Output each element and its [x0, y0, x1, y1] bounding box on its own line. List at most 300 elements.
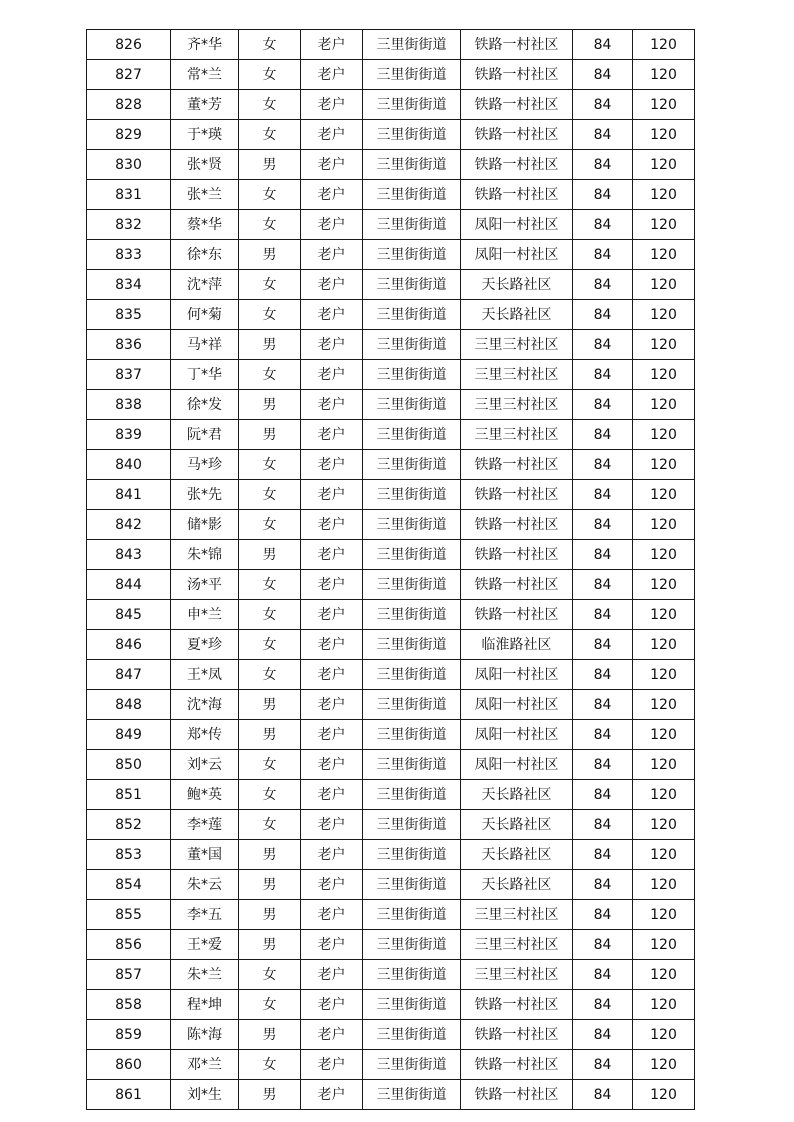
cell-serial-number: 858 — [87, 990, 171, 1020]
cell-name: 王*爱 — [171, 930, 239, 960]
cell-name: 程*坤 — [171, 990, 239, 1020]
cell-community: 铁路一村社区 — [461, 540, 573, 570]
cell-amount: 120 — [633, 660, 695, 690]
cell-name: 李*莲 — [171, 810, 239, 840]
cell-name: 沈*海 — [171, 690, 239, 720]
cell-serial-number: 860 — [87, 1050, 171, 1080]
cell-street: 三里街街道 — [363, 360, 461, 390]
cell-name: 刘*生 — [171, 1080, 239, 1110]
cell-amount: 120 — [633, 1020, 695, 1050]
cell-street: 三里街街道 — [363, 450, 461, 480]
table-row — [87, 570, 695, 600]
cell-household-type: 老户 — [301, 840, 363, 870]
cell-age: 84 — [573, 960, 633, 990]
cell-street: 三里街街道 — [363, 390, 461, 420]
cell-age: 84 — [573, 810, 633, 840]
cell-household-type: 老户 — [301, 390, 363, 420]
cell-street: 三里街街道 — [363, 810, 461, 840]
cell-household-type: 老户 — [301, 720, 363, 750]
cell-serial-number: 861 — [87, 1080, 171, 1110]
table-row — [87, 360, 695, 390]
cell-name: 鲍*英 — [171, 780, 239, 810]
cell-age: 84 — [573, 390, 633, 420]
cell-name: 汤*平 — [171, 570, 239, 600]
table-row — [87, 120, 695, 150]
cell-serial-number: 856 — [87, 930, 171, 960]
cell-name: 李*五 — [171, 900, 239, 930]
cell-serial-number: 843 — [87, 540, 171, 570]
cell-amount: 120 — [633, 900, 695, 930]
cell-serial-number: 833 — [87, 240, 171, 270]
cell-serial-number: 845 — [87, 600, 171, 630]
cell-age: 84 — [573, 1020, 633, 1050]
cell-name: 储*影 — [171, 510, 239, 540]
cell-amount: 120 — [633, 270, 695, 300]
cell-amount: 120 — [633, 150, 695, 180]
cell-household-type: 老户 — [301, 900, 363, 930]
cell-age: 84 — [573, 690, 633, 720]
cell-community: 铁路一村社区 — [461, 1050, 573, 1080]
cell-serial-number: 854 — [87, 870, 171, 900]
cell-name: 夏*珍 — [171, 630, 239, 660]
cell-household-type: 老户 — [301, 30, 363, 60]
cell-gender: 男 — [239, 150, 301, 180]
cell-household-type: 老户 — [301, 780, 363, 810]
cell-amount: 120 — [633, 960, 695, 990]
cell-serial-number: 852 — [87, 810, 171, 840]
cell-street: 三里街街道 — [363, 630, 461, 660]
cell-amount: 120 — [633, 540, 695, 570]
cell-serial-number: 827 — [87, 60, 171, 90]
cell-household-type: 老户 — [301, 1080, 363, 1110]
cell-age: 84 — [573, 600, 633, 630]
cell-serial-number: 839 — [87, 420, 171, 450]
cell-name: 张*兰 — [171, 180, 239, 210]
cell-household-type: 老户 — [301, 120, 363, 150]
cell-amount: 120 — [633, 90, 695, 120]
cell-household-type: 老户 — [301, 420, 363, 450]
cell-street: 三里街街道 — [363, 570, 461, 600]
cell-name: 董*国 — [171, 840, 239, 870]
cell-serial-number: 859 — [87, 1020, 171, 1050]
table-row — [87, 240, 695, 270]
table-row — [87, 990, 695, 1020]
cell-community: 铁路一村社区 — [461, 60, 573, 90]
cell-gender: 女 — [239, 510, 301, 540]
cell-household-type: 老户 — [301, 630, 363, 660]
cell-amount: 120 — [633, 210, 695, 240]
cell-age: 84 — [573, 780, 633, 810]
cell-age: 84 — [573, 60, 633, 90]
cell-serial-number: 832 — [87, 210, 171, 240]
cell-amount: 120 — [633, 810, 695, 840]
cell-street: 三里街街道 — [363, 300, 461, 330]
cell-amount: 120 — [633, 690, 695, 720]
cell-gender: 男 — [239, 540, 301, 570]
cell-name: 郑*传 — [171, 720, 239, 750]
cell-amount: 120 — [633, 870, 695, 900]
table-row — [87, 510, 695, 540]
cell-amount: 120 — [633, 750, 695, 780]
cell-community: 铁路一村社区 — [461, 30, 573, 60]
cell-serial-number: 855 — [87, 900, 171, 930]
table-row — [87, 630, 695, 660]
cell-name: 朱*锦 — [171, 540, 239, 570]
cell-street: 三里街街道 — [363, 270, 461, 300]
cell-age: 84 — [573, 630, 633, 660]
cell-household-type: 老户 — [301, 360, 363, 390]
cell-amount: 120 — [633, 390, 695, 420]
cell-age: 84 — [573, 90, 633, 120]
cell-household-type: 老户 — [301, 600, 363, 630]
cell-street: 三里街街道 — [363, 150, 461, 180]
cell-name: 张*先 — [171, 480, 239, 510]
cell-gender: 男 — [239, 840, 301, 870]
cell-gender: 男 — [239, 870, 301, 900]
cell-household-type: 老户 — [301, 1050, 363, 1080]
cell-community: 凤阳一村社区 — [461, 690, 573, 720]
cell-gender: 男 — [239, 1020, 301, 1050]
cell-household-type: 老户 — [301, 330, 363, 360]
cell-age: 84 — [573, 240, 633, 270]
cell-serial-number: 837 — [87, 360, 171, 390]
cell-community: 铁路一村社区 — [461, 990, 573, 1020]
cell-street: 三里街街道 — [363, 30, 461, 60]
cell-gender: 女 — [239, 450, 301, 480]
table-row — [87, 900, 695, 930]
cell-community: 临淮路社区 — [461, 630, 573, 660]
table-row — [87, 60, 695, 90]
table-row — [87, 90, 695, 120]
cell-community: 铁路一村社区 — [461, 450, 573, 480]
cell-community: 铁路一村社区 — [461, 120, 573, 150]
cell-amount: 120 — [633, 300, 695, 330]
cell-gender: 女 — [239, 480, 301, 510]
cell-street: 三里街街道 — [363, 1020, 461, 1050]
cell-gender: 女 — [239, 570, 301, 600]
table-row — [87, 300, 695, 330]
cell-household-type: 老户 — [301, 270, 363, 300]
cell-amount: 120 — [633, 570, 695, 600]
cell-community: 铁路一村社区 — [461, 570, 573, 600]
cell-name: 徐*东 — [171, 240, 239, 270]
cell-household-type: 老户 — [301, 990, 363, 1020]
cell-serial-number: 840 — [87, 450, 171, 480]
cell-household-type: 老户 — [301, 960, 363, 990]
cell-amount: 120 — [633, 120, 695, 150]
cell-gender: 女 — [239, 30, 301, 60]
cell-household-type: 老户 — [301, 1020, 363, 1050]
cell-age: 84 — [573, 150, 633, 180]
cell-amount: 120 — [633, 840, 695, 870]
cell-street: 三里街街道 — [363, 180, 461, 210]
cell-household-type: 老户 — [301, 480, 363, 510]
cell-household-type: 老户 — [301, 240, 363, 270]
cell-community: 铁路一村社区 — [461, 180, 573, 210]
cell-street: 三里街街道 — [363, 990, 461, 1020]
table-row — [87, 780, 695, 810]
cell-serial-number: 834 — [87, 270, 171, 300]
cell-household-type: 老户 — [301, 660, 363, 690]
cell-street: 三里街街道 — [363, 210, 461, 240]
cell-name: 蔡*华 — [171, 210, 239, 240]
cell-age: 84 — [573, 870, 633, 900]
cell-gender: 女 — [239, 600, 301, 630]
cell-serial-number: 829 — [87, 120, 171, 150]
cell-community: 凤阳一村社区 — [461, 660, 573, 690]
cell-name: 陈*海 — [171, 1020, 239, 1050]
cell-age: 84 — [573, 1050, 633, 1080]
cell-name: 何*菊 — [171, 300, 239, 330]
table-row — [87, 1020, 695, 1050]
cell-gender: 女 — [239, 630, 301, 660]
cell-gender: 女 — [239, 1050, 301, 1080]
cell-name: 徐*发 — [171, 390, 239, 420]
cell-serial-number: 835 — [87, 300, 171, 330]
cell-street: 三里街街道 — [363, 60, 461, 90]
cell-household-type: 老户 — [301, 750, 363, 780]
cell-age: 84 — [573, 330, 633, 360]
cell-street: 三里街街道 — [363, 330, 461, 360]
cell-serial-number: 841 — [87, 480, 171, 510]
cell-street: 三里街街道 — [363, 870, 461, 900]
cell-age: 84 — [573, 120, 633, 150]
cell-name: 马*珍 — [171, 450, 239, 480]
roster-table — [86, 29, 695, 1110]
cell-age: 84 — [573, 360, 633, 390]
cell-name: 马*祥 — [171, 330, 239, 360]
cell-household-type: 老户 — [301, 210, 363, 240]
cell-household-type: 老户 — [301, 690, 363, 720]
table-row — [87, 270, 695, 300]
cell-street: 三里街街道 — [363, 660, 461, 690]
cell-name: 董*芳 — [171, 90, 239, 120]
table-row — [87, 930, 695, 960]
cell-age: 84 — [573, 270, 633, 300]
cell-community: 天长路社区 — [461, 300, 573, 330]
cell-community: 凤阳一村社区 — [461, 750, 573, 780]
cell-amount: 120 — [633, 450, 695, 480]
cell-amount: 120 — [633, 60, 695, 90]
table-row — [87, 690, 695, 720]
cell-community: 天长路社区 — [461, 810, 573, 840]
cell-age: 84 — [573, 30, 633, 60]
cell-household-type: 老户 — [301, 180, 363, 210]
cell-age: 84 — [573, 480, 633, 510]
cell-gender: 女 — [239, 960, 301, 990]
cell-street: 三里街街道 — [363, 720, 461, 750]
table-row — [87, 660, 695, 690]
cell-age: 84 — [573, 660, 633, 690]
table-row — [87, 540, 695, 570]
cell-community: 铁路一村社区 — [461, 480, 573, 510]
cell-gender: 女 — [239, 810, 301, 840]
cell-community: 三里三村社区 — [461, 390, 573, 420]
cell-community: 三里三村社区 — [461, 330, 573, 360]
cell-name: 齐*华 — [171, 30, 239, 60]
table-row — [87, 720, 695, 750]
cell-name: 常*兰 — [171, 60, 239, 90]
table-row — [87, 1050, 695, 1080]
cell-household-type: 老户 — [301, 150, 363, 180]
cell-gender: 女 — [239, 300, 301, 330]
cell-amount: 120 — [633, 360, 695, 390]
table-row — [87, 480, 695, 510]
cell-name: 朱*兰 — [171, 960, 239, 990]
cell-name: 刘*云 — [171, 750, 239, 780]
cell-street: 三里街街道 — [363, 960, 461, 990]
cell-gender: 女 — [239, 780, 301, 810]
cell-street: 三里街街道 — [363, 510, 461, 540]
cell-name: 阮*君 — [171, 420, 239, 450]
cell-serial-number: 850 — [87, 750, 171, 780]
table-row — [87, 390, 695, 420]
roster-table-body — [87, 30, 695, 1110]
cell-age: 84 — [573, 210, 633, 240]
cell-amount: 120 — [633, 420, 695, 450]
cell-gender: 女 — [239, 210, 301, 240]
cell-serial-number: 849 — [87, 720, 171, 750]
cell-serial-number: 842 — [87, 510, 171, 540]
cell-community: 三里三村社区 — [461, 960, 573, 990]
cell-name: 王*凤 — [171, 660, 239, 690]
cell-amount: 120 — [633, 480, 695, 510]
cell-serial-number: 853 — [87, 840, 171, 870]
cell-street: 三里街街道 — [363, 120, 461, 150]
cell-street: 三里街街道 — [363, 1050, 461, 1080]
cell-gender: 男 — [239, 720, 301, 750]
table-row — [87, 750, 695, 780]
cell-gender: 女 — [239, 180, 301, 210]
table-row — [87, 870, 695, 900]
cell-name: 沈*萍 — [171, 270, 239, 300]
cell-name: 朱*云 — [171, 870, 239, 900]
cell-age: 84 — [573, 300, 633, 330]
cell-street: 三里街街道 — [363, 540, 461, 570]
cell-gender: 女 — [239, 360, 301, 390]
cell-gender: 女 — [239, 750, 301, 780]
cell-street: 三里街街道 — [363, 780, 461, 810]
cell-household-type: 老户 — [301, 60, 363, 90]
cell-amount: 120 — [633, 930, 695, 960]
cell-street: 三里街街道 — [363, 750, 461, 780]
cell-name: 于*瑛 — [171, 120, 239, 150]
table-row — [87, 420, 695, 450]
cell-age: 84 — [573, 720, 633, 750]
cell-age: 84 — [573, 510, 633, 540]
cell-amount: 120 — [633, 720, 695, 750]
cell-street: 三里街街道 — [363, 1080, 461, 1110]
cell-gender: 男 — [239, 420, 301, 450]
cell-gender: 男 — [239, 390, 301, 420]
cell-household-type: 老户 — [301, 570, 363, 600]
table-row — [87, 450, 695, 480]
cell-age: 84 — [573, 1080, 633, 1110]
table-row — [87, 30, 695, 60]
cell-serial-number: 847 — [87, 660, 171, 690]
table-row — [87, 180, 695, 210]
cell-name: 邓*兰 — [171, 1050, 239, 1080]
cell-household-type: 老户 — [301, 930, 363, 960]
cell-serial-number: 851 — [87, 780, 171, 810]
cell-amount: 120 — [633, 780, 695, 810]
cell-household-type: 老户 — [301, 450, 363, 480]
cell-community: 天长路社区 — [461, 870, 573, 900]
cell-street: 三里街街道 — [363, 420, 461, 450]
cell-community: 凤阳一村社区 — [461, 720, 573, 750]
cell-street: 三里街街道 — [363, 690, 461, 720]
cell-amount: 120 — [633, 600, 695, 630]
cell-serial-number: 836 — [87, 330, 171, 360]
cell-serial-number: 826 — [87, 30, 171, 60]
cell-household-type: 老户 — [301, 870, 363, 900]
cell-serial-number: 828 — [87, 90, 171, 120]
table-row — [87, 600, 695, 630]
cell-gender: 女 — [239, 990, 301, 1020]
cell-household-type: 老户 — [301, 510, 363, 540]
cell-community: 天长路社区 — [461, 840, 573, 870]
cell-age: 84 — [573, 450, 633, 480]
cell-community: 凤阳一村社区 — [461, 240, 573, 270]
cell-gender: 女 — [239, 90, 301, 120]
cell-amount: 120 — [633, 330, 695, 360]
cell-age: 84 — [573, 540, 633, 570]
cell-gender: 女 — [239, 660, 301, 690]
table-row — [87, 960, 695, 990]
cell-age: 84 — [573, 180, 633, 210]
cell-community: 天长路社区 — [461, 780, 573, 810]
cell-household-type: 老户 — [301, 810, 363, 840]
cell-community: 天长路社区 — [461, 270, 573, 300]
cell-street: 三里街街道 — [363, 240, 461, 270]
cell-gender: 男 — [239, 690, 301, 720]
cell-amount: 120 — [633, 240, 695, 270]
cell-amount: 120 — [633, 630, 695, 660]
cell-age: 84 — [573, 570, 633, 600]
cell-name: 申*兰 — [171, 600, 239, 630]
cell-gender: 男 — [239, 930, 301, 960]
cell-community: 三里三村社区 — [461, 930, 573, 960]
table-row — [87, 840, 695, 870]
table-row — [87, 1080, 695, 1110]
cell-street: 三里街街道 — [363, 900, 461, 930]
cell-household-type: 老户 — [301, 90, 363, 120]
cell-amount: 120 — [633, 990, 695, 1020]
cell-street: 三里街街道 — [363, 90, 461, 120]
cell-amount: 120 — [633, 1050, 695, 1080]
cell-gender: 女 — [239, 60, 301, 90]
cell-gender: 男 — [239, 240, 301, 270]
cell-household-type: 老户 — [301, 540, 363, 570]
cell-age: 84 — [573, 420, 633, 450]
cell-serial-number: 846 — [87, 630, 171, 660]
cell-community: 铁路一村社区 — [461, 150, 573, 180]
cell-gender: 男 — [239, 1080, 301, 1110]
table-row — [87, 330, 695, 360]
cell-amount: 120 — [633, 1080, 695, 1110]
cell-serial-number: 848 — [87, 690, 171, 720]
cell-serial-number: 844 — [87, 570, 171, 600]
table-row — [87, 150, 695, 180]
cell-amount: 120 — [633, 30, 695, 60]
cell-community: 铁路一村社区 — [461, 1020, 573, 1050]
cell-community: 凤阳一村社区 — [461, 210, 573, 240]
cell-age: 84 — [573, 750, 633, 780]
cell-amount: 120 — [633, 180, 695, 210]
table-row — [87, 810, 695, 840]
cell-age: 84 — [573, 930, 633, 960]
cell-age: 84 — [573, 840, 633, 870]
